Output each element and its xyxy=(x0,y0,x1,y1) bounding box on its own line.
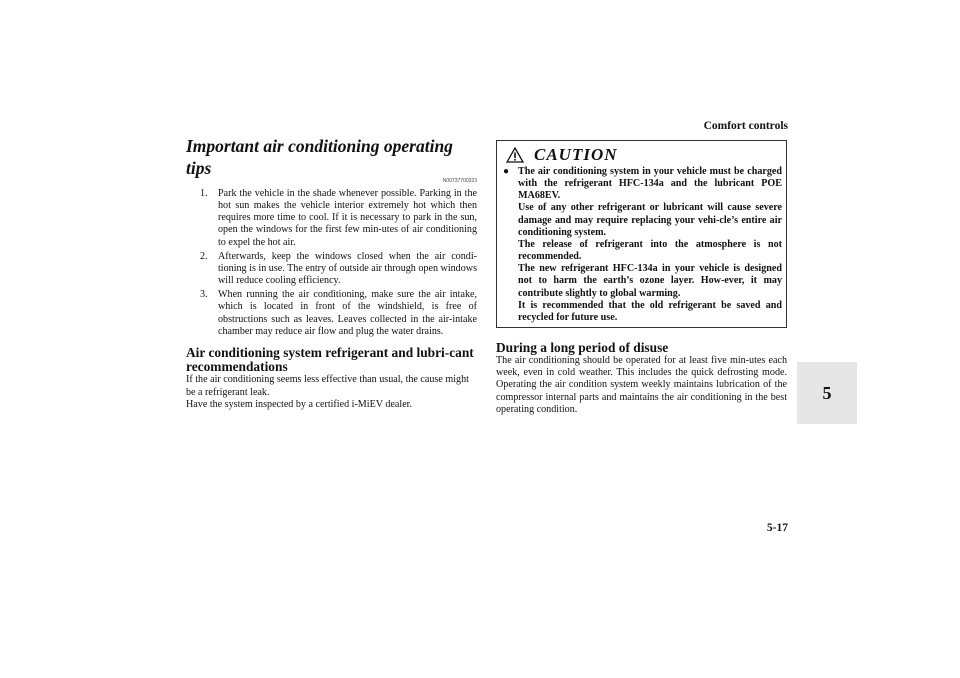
list-item: 1. Park the vehicle in the shade whenever possible. Parking in the hot sun makes the vehicle interior extremely hot which then requires more time to cool. If it is necessary to park in the sun, open the windows for the first few min-utes of air conditioning to expel the hot air. xyxy=(200,188,477,248)
bullet-icon: ● xyxy=(503,166,510,177)
left-column xyxy=(186,135,477,411)
tips-list xyxy=(186,188,477,338)
tips-code: N00737700323 xyxy=(442,178,477,184)
caution-title: CAUTION xyxy=(534,145,618,164)
caution-header xyxy=(503,144,782,166)
caution-line: The release of refrigerant into the atmosphere is not recommended. xyxy=(518,238,782,263)
caution-line: It is recommended that the old refrigerant be saved and recycled for future use. xyxy=(518,299,782,323)
caution-text xyxy=(518,166,782,324)
caution-line: Use of any other refrigerant or lubricant will cause severe damage and may require replacing your vehi-cle’s entire air conditioning system. xyxy=(518,202,782,238)
chapter-tab xyxy=(797,362,857,424)
caution-line: The new refrigerant HFC-134a in your vehicle is designed not to harm the earth’s ozone layer. How-ever, it may contribute slightly to global warming. xyxy=(518,263,782,299)
list-item: 2. Afterwards, keep the windows closed when the air condi-tioning is in use. The entry of outside air through open windows will reduce cooling efficiency. xyxy=(200,250,477,287)
tips-heading: Important air conditioning operating tips xyxy=(186,136,453,178)
disuse-heading: During a long period of disuse xyxy=(496,340,669,356)
section-title: Comfort controls xyxy=(703,120,788,132)
list-item: 3. When running the air conditioning, make sure the air intake, which is located in front of the windshield, is free of obstructions such as leaves. Leaves collected in the air-intake chamber may reduce air flow and plug the water drains. xyxy=(200,289,477,337)
disuse-paragraph: The air conditioning should be operated for at least five min-utes each week, even in cold weather. This includes the quick defrosting mode. Operating the air condition system weekly maintains lubrication of the compressor internal parts and maintains the air conditioning in the best operating condition. xyxy=(496,355,787,415)
refrigerant-heading: Air conditioning system refrigerant and lubri-cant recommendations xyxy=(186,344,474,375)
caution-item xyxy=(503,166,782,324)
caution-box xyxy=(496,140,787,328)
warning-triangle-icon xyxy=(506,147,524,163)
refrigerant-paragraph-dealer: Have the system inspected by a certified i-MiEV dealer. xyxy=(186,398,413,410)
right-column xyxy=(496,140,787,416)
chapter-tab-number: 5 xyxy=(822,382,832,403)
page-number: 5-17 xyxy=(766,522,788,534)
refrigerant-paragraph: If the air conditioning seems less effective than usual, the cause might be a refrigerant leak. xyxy=(186,374,469,398)
caution-line: The air conditioning system in your vehicle must be charged with the refrigerant HFC-134a and the lubricant POE MA68EV. xyxy=(518,166,782,202)
